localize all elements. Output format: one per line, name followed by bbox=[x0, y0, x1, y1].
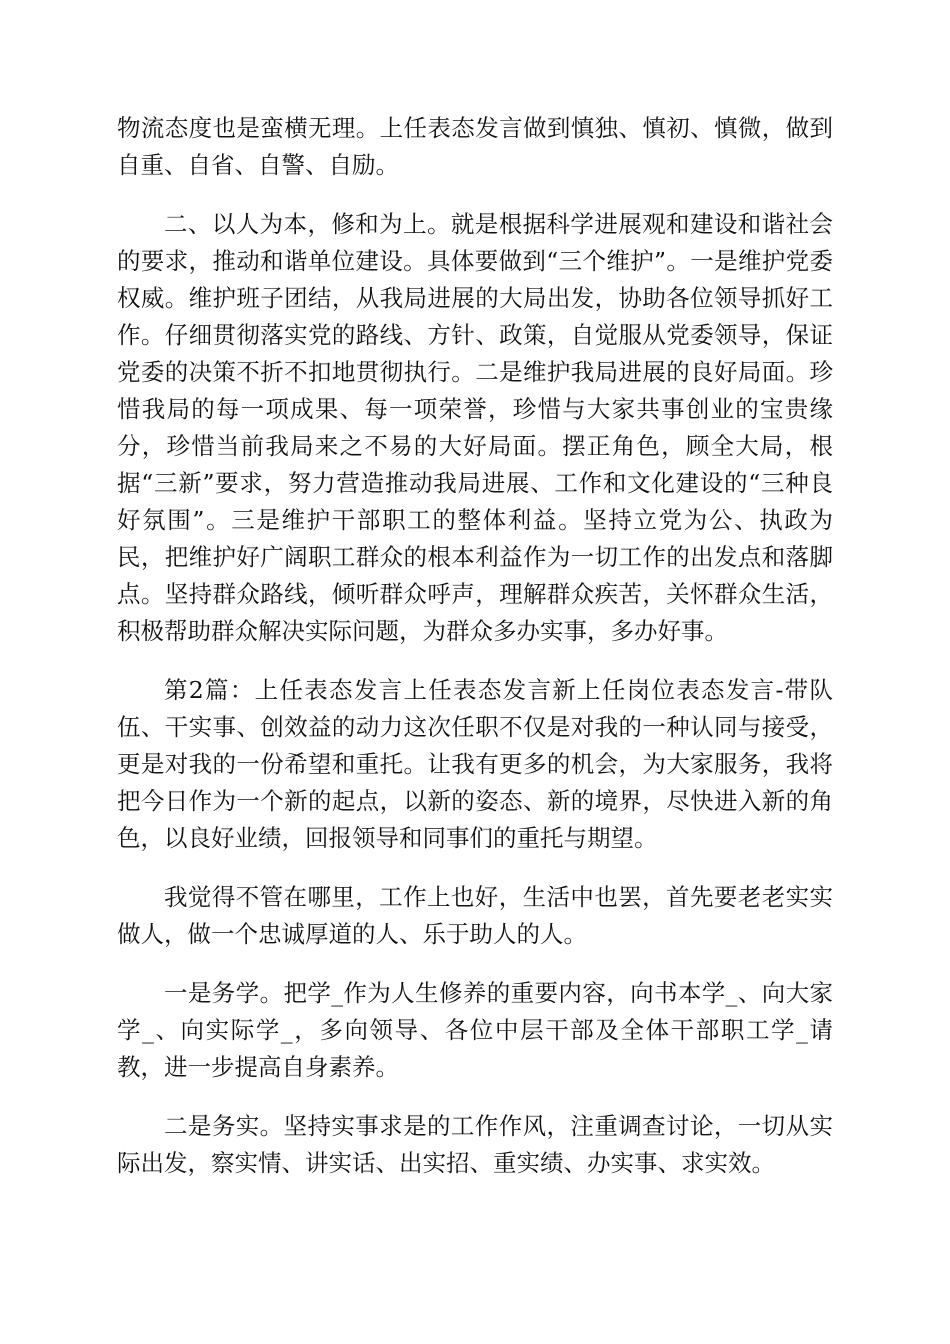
paragraph-study: 一是务学。把学_作为人生修养的重要内容，向书本学_、向大家学_、向实际学_，多向领导、各位中层干部及全体干部职工学_请教，进一步提高自身素养。 bbox=[117, 979, 833, 1081]
paragraph-practical: 二是务实。坚持实事求是的工作作风，注重调查讨论，一切从实际出发，察实情、讲实话、出实招、重实绩、办实事、求实效。 bbox=[117, 1112, 833, 1177]
paragraph-be-honest: 我觉得不管在哪里，工作上也好，生活中也罢，首先要老老实实做人，做一个忠诚厚道的人、乐于助人的人。 bbox=[117, 883, 833, 948]
document-body bbox=[117, 110, 833, 1204]
paragraph-maintain-harmony: 二、以人为本，修和为上。就是根据科学进展观和建设和谐社会的要求，推动和谐单位建设。具体要做到“三个维护”。一是维护党委权威。维护班子团结，从我局进展的大局出发，协助各位领导抓好工作。仔细贯彻落实党的路线、方针、政策，自觉服从党委领导，保证党委的决策不折不扣地贯彻执行。二是维护我局进展的良好局面。珍惜我局的每一项成果、每一项荣誉，珍惜与大家共事创业的宝贵缘分，珍惜当前我局来之不易的大好局面。摆正角色，顾全大局，根据“三新”要求，努力营造推动我局进展、工作和文化建设的“三种良好氛围”。三是维护干部职工的整体利益。坚持立党为公、执政为民，把维护好广阔职工群众的根本利益作为一切工作的出发点和落脚点。坚持群众路线，倾听群众呼声，理解群众疾苦，关怀群众生活，积极帮助群众解决实际问题，为群众多办实事，多办好事。 bbox=[117, 210, 833, 645]
paragraph-continuation: 物流态度也是蛮横无理。上任表态发言做到慎独、慎初、慎微，做到自重、自省、自警、自励。 bbox=[117, 114, 833, 179]
paragraph-article-2-intro: 第2篇：上任表态发言上任表态发言新上任岗位表态发言-带队伍、干实事、创效益的动力这次任职不仅是对我的一种认同与接受，更是对我的一份希望和重托。让我有更多的机会，为大家服务，我将把今日作为一个新的起点，以新的姿态、新的境界，尽快进入新的角色，以良好业绩，回报领导和同事们的重托与期望。 bbox=[117, 676, 833, 852]
